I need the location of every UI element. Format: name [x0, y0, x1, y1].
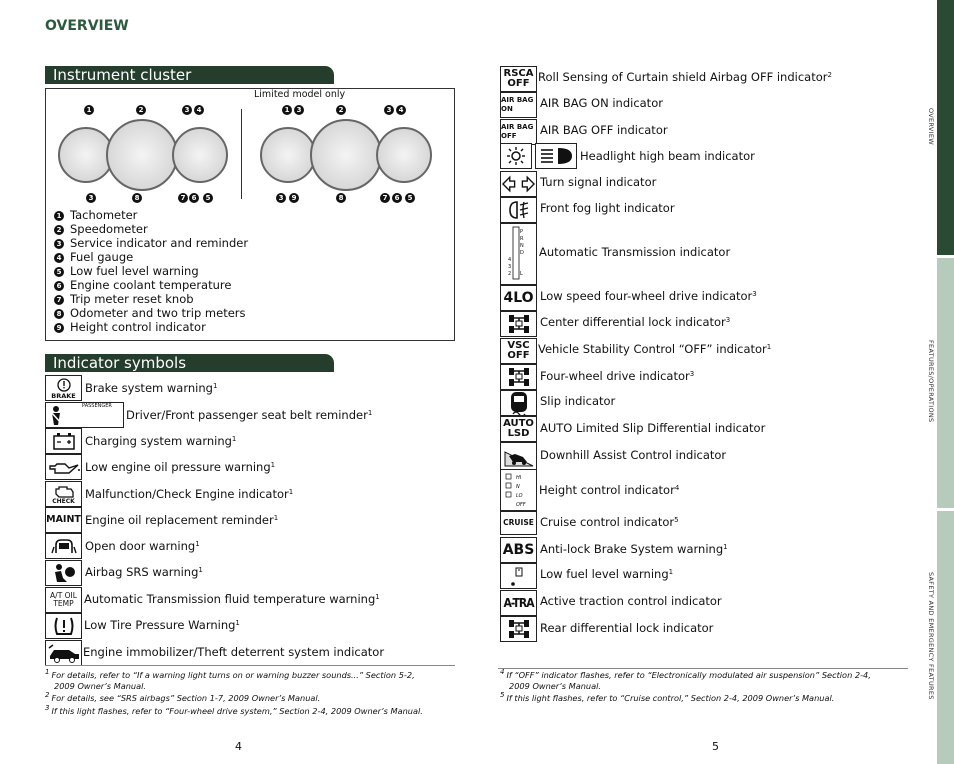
indicator-label-text: Headlight high beam indicator — [580, 149, 755, 163]
indicator-label-text: AIR BAG ON indicator — [540, 96, 663, 110]
legend-item — [54, 292, 194, 306]
indicator-label-text: Anti-lock Brake System warning — [540, 542, 724, 556]
indicator-label-text: Rear differential lock indicator — [540, 621, 714, 635]
high-beam-icon — [500, 143, 577, 169]
cluster-illustration-standard — [56, 119, 231, 189]
page-number-right: 5 — [712, 740, 719, 753]
indicator-label-text: Airbag SRS warning — [85, 565, 199, 579]
svg-text:L: L — [519, 271, 523, 277]
footnote-number: 2 — [45, 691, 50, 699]
indicator-label — [539, 483, 679, 497]
icon-text: BRAKE — [51, 391, 76, 400]
indicator-label — [83, 645, 384, 659]
indicator-label — [540, 289, 757, 303]
legend-number: 1 — [54, 211, 64, 221]
indicator-label — [580, 149, 755, 163]
svg-text:OFF: OFF — [515, 502, 526, 508]
legend-label: Tachometer — [70, 208, 138, 222]
center-diff-lock-icon — [500, 311, 537, 337]
footnote-ref: 1 — [212, 382, 218, 390]
indicator-label-text: Low engine oil pressure warning — [85, 460, 271, 474]
four-wheel-drive-icon — [500, 364, 537, 390]
indicator-label-text: Open door warning — [85, 539, 196, 553]
vsc-off-icon — [500, 338, 537, 364]
callout-marker: 7 — [380, 193, 390, 203]
section-header: OVERVIEW — [45, 18, 129, 34]
indicator-label-text: Center differential lock indicator — [540, 315, 726, 329]
indicator-label — [85, 565, 203, 579]
svg-text:2: 2 — [507, 271, 511, 277]
footnote-ref: 1 — [273, 514, 279, 522]
callout-marker: 4 — [396, 105, 406, 115]
indicator-label — [540, 394, 615, 408]
indicator-label-text: Low speed four-wheel drive indicator — [540, 289, 753, 303]
indicator-label — [85, 539, 200, 553]
seatbelt-icon — [45, 402, 124, 428]
footnote-ref: 1 — [195, 540, 200, 548]
svg-text:N: N — [519, 243, 524, 249]
legend-number: 2 — [54, 225, 64, 235]
footnote-ref: 2 — [827, 71, 832, 79]
footnote-ref: 1 — [231, 435, 237, 443]
footnote-ref: 1 — [198, 566, 203, 574]
footnote-ref: 1 — [235, 619, 240, 627]
callout-marker: 2 — [336, 105, 346, 115]
icon-text: MAINT — [46, 514, 81, 526]
footnote-ref: 1 — [375, 593, 380, 601]
callout-marker: 3 — [276, 193, 286, 203]
indicator-label — [85, 434, 236, 448]
cruise-icon — [500, 511, 537, 535]
indicator-label — [540, 315, 730, 329]
indicator-label-text: Cruise control indicator — [540, 515, 675, 529]
svg-text:LO: LO — [515, 493, 523, 499]
svg-text:R: R — [519, 236, 523, 242]
instrument-cluster-title: Instrument cluster — [45, 66, 334, 84]
callout-marker: 7 — [178, 193, 188, 203]
legend-label: Engine coolant temperature — [70, 278, 232, 292]
legend-label: Service indicator and reminder — [70, 236, 249, 250]
indicator-label-text: Downhill Assist Control indicator — [540, 448, 727, 462]
footnote-ref: 3 — [752, 290, 757, 298]
indicator-label — [540, 421, 765, 435]
footnote-text: If this light flashes, refer to “Cruise control,” Section 2-4, 2009 Owner’s Manual. — [506, 693, 835, 703]
icon-text: RSCA OFF — [503, 68, 534, 89]
legend-label: Speedometer — [70, 222, 148, 236]
turn-signal-icon — [500, 171, 537, 197]
icon-text: CRUISE — [503, 518, 534, 528]
check-engine-icon — [45, 481, 82, 507]
callout-marker: 6 — [392, 193, 402, 203]
icon-text: AIR BAG OFF — [501, 123, 534, 140]
airbag-off-icon — [500, 119, 537, 145]
indicator-label — [84, 618, 240, 632]
legend-label: Fuel gauge — [70, 250, 134, 264]
indicator-label — [538, 342, 771, 356]
immobilizer-car-icon — [45, 640, 82, 666]
legend-number: 3 — [54, 239, 64, 249]
sidebar-tab-safety[interactable] — [937, 511, 954, 764]
callout-marker: 8 — [336, 193, 346, 203]
footnote-number: 1 — [45, 668, 50, 676]
legend-item — [54, 250, 133, 264]
footnote-text: If “OFF” indicator flashes, refer to “Electronically modulated air suspension” Section 2-4, — [506, 670, 871, 680]
sidebar-label-overview: OVERVIEW — [927, 108, 935, 146]
indicator-label-text: Active traction control indicator — [540, 594, 722, 608]
footnote-number: 5 — [500, 691, 505, 699]
icon-text: VSC OFF — [507, 340, 530, 361]
callout-marker: 5 — [203, 193, 213, 203]
brake-warning-icon — [45, 375, 82, 401]
battery-icon — [45, 428, 82, 454]
indicator-label — [85, 460, 275, 474]
legend-number: 8 — [54, 309, 64, 319]
rear-diff-lock-icon — [500, 616, 537, 642]
slip-icon — [500, 390, 537, 416]
indicator-label — [540, 542, 728, 556]
footnote-rule-right — [498, 668, 908, 669]
indicator-label — [540, 96, 663, 110]
svg-text:D: D — [519, 250, 524, 256]
airbag-srs-icon — [45, 560, 82, 586]
height-control-icon — [500, 469, 537, 511]
legend-label: Odometer and two trip meters — [70, 306, 246, 320]
sidebar-label-features: FEATURES/OPERATIONS — [927, 340, 935, 423]
legend-item — [54, 264, 199, 278]
footnote-ref: 4 — [674, 484, 680, 492]
callout-marker: 3 — [384, 105, 394, 115]
footnote — [500, 670, 871, 692]
icon-text: A-TRA — [503, 596, 534, 610]
indicator-label-text: Vehicle Stability Control “OFF” indicator — [538, 342, 767, 356]
callout-marker: 4 — [194, 105, 204, 115]
icon-text: 4LO — [503, 290, 534, 306]
callout-marker: 5 — [405, 193, 415, 203]
indicator-label — [540, 567, 673, 581]
indicator-label — [540, 175, 656, 189]
indicator-label — [126, 408, 372, 422]
rsca-off-icon — [500, 66, 537, 92]
indicator-label-text: Automatic Transmission indicator — [539, 245, 731, 259]
legend-number: 7 — [54, 295, 64, 305]
indicator-symbols-title: Indicator symbols — [45, 354, 334, 372]
footnote-ref: 1 — [367, 409, 373, 417]
indicator-label-text: Front fog light indicator — [540, 201, 675, 215]
legend-label: Trip meter reset knob — [70, 292, 194, 306]
footnote-ref: 3 — [725, 316, 731, 324]
footnote-ref: 5 — [674, 516, 679, 524]
cluster-divider — [241, 109, 242, 199]
legend-item — [54, 222, 148, 236]
abs-icon — [500, 537, 537, 563]
beam-headlamp-icon — [535, 143, 577, 169]
sidebar-label-safety: SAFETY AND EMERGENCY FEATURES — [927, 572, 935, 700]
callout-marker: 8 — [132, 193, 142, 203]
icon-text: A/T OIL TEMP — [50, 591, 77, 608]
a-trac-icon — [500, 590, 537, 616]
indicator-label — [85, 487, 293, 501]
legend-item — [54, 320, 206, 334]
sidebar-tab-features[interactable] — [937, 258, 954, 508]
indicator-label-text: Brake system warning — [85, 381, 213, 395]
callout-marker: 1 — [282, 105, 292, 115]
legend-number: 5 — [54, 267, 64, 277]
indicator-label-text: Engine immobilizer/Theft deterrent system indicator — [83, 645, 385, 659]
footnote — [500, 693, 834, 704]
footnote-ref: 1 — [270, 461, 276, 469]
tire-pressure-icon — [45, 613, 82, 639]
oil-can-icon — [45, 454, 82, 480]
indicator-label-text: Driver/Front passenger seat belt reminder — [126, 408, 368, 422]
svg-text:4: 4 — [507, 257, 511, 263]
legend-number: 4 — [54, 253, 64, 263]
indicator-label — [85, 381, 217, 395]
indicator-label — [540, 621, 713, 635]
icon-text: AIR BAG ON — [501, 96, 534, 113]
indicator-label-text: Four-wheel drive indicator — [540, 369, 690, 383]
indicator-label-text: AIR BAG OFF indicator — [540, 123, 668, 137]
sidebar-tab-overview[interactable] — [937, 0, 954, 255]
indicator-label — [84, 592, 380, 606]
footnote — [45, 706, 423, 717]
low-fuel-icon — [500, 563, 537, 589]
callout-marker: 9 — [289, 193, 299, 203]
auto-lsd-icon — [500, 416, 537, 442]
footnote-rule-left — [45, 665, 455, 666]
open-door-icon — [45, 533, 82, 559]
footnote-ref: 1 — [766, 343, 772, 351]
indicator-label-text: Roll Sensing of Curtain shield Airbag OFF indicator — [538, 70, 828, 84]
footnote-text: For details, see “SRS airbags” Section 1-7, 2009 Owner’s Manual. — [51, 693, 321, 703]
indicator-label — [540, 369, 694, 383]
legend-number: 6 — [54, 281, 64, 291]
indicator-label — [540, 201, 675, 215]
icon-text: PASSENGER — [82, 403, 112, 409]
downhill-assist-icon — [500, 442, 537, 470]
legend-item — [54, 208, 137, 222]
footnote-text: If this light flashes, refer to “Four-wheel drive system,” Section 2-4, 2009 Owner’s Manual. — [51, 706, 423, 716]
fog-light-icon — [500, 197, 537, 223]
legend-item — [54, 236, 248, 250]
indicator-label-text: Engine oil replacement reminder — [85, 513, 274, 527]
svg-text:P: P — [519, 229, 523, 235]
indicator-label-text: Low Tire Pressure Warning — [84, 618, 236, 632]
footnote-ref: 1 — [723, 543, 728, 551]
indicator-label — [538, 70, 832, 84]
callout-marker: 3 — [294, 105, 304, 115]
legend-item — [54, 306, 246, 320]
indicator-label — [540, 123, 668, 137]
at-oil-temp-icon — [45, 587, 82, 613]
legend-item — [54, 278, 231, 292]
indicator-label-text: Charging system warning — [85, 434, 232, 448]
light-sun-icon — [500, 143, 532, 169]
callout-marker: 2 — [136, 105, 146, 115]
legend-number: 9 — [54, 323, 64, 333]
icon-text: CHECK — [52, 497, 75, 505]
indicator-label — [540, 594, 722, 608]
indicator-label — [539, 245, 730, 259]
footnote — [45, 693, 320, 704]
svg-text:3: 3 — [507, 264, 511, 270]
indicator-label — [540, 515, 679, 529]
legend-label: Low fuel level warning — [70, 264, 199, 278]
transmission-icon — [500, 223, 537, 285]
icon-text: ABS — [502, 542, 535, 558]
footnote-ref: 1 — [288, 488, 294, 496]
svg-text:HI: HI — [515, 475, 521, 481]
indicator-label-text: Height control indicator — [539, 483, 675, 497]
footnote-text: For details, refer to “If a warning light turns on or warning buzzer sounds...” Section 5-2, — [51, 670, 415, 680]
limited-model-label: Limited model only — [254, 89, 346, 100]
4lo-icon — [500, 285, 537, 311]
indicator-label-text: Automatic Transmission fluid temperature warning — [84, 592, 376, 606]
footnote-text-cont: 2009 Owner’s Manual. — [54, 681, 146, 691]
airbag-on-icon — [500, 92, 537, 118]
svg-text:N: N — [515, 484, 520, 490]
footnote-text-cont: 2009 Owner’s Manual. — [509, 681, 601, 691]
icon-text: AUTO LSD — [503, 418, 534, 439]
indicator-label-text: Slip indicator — [540, 394, 616, 408]
footnote-ref: 3 — [689, 370, 695, 378]
callout-marker: 1 — [84, 105, 94, 115]
indicator-label — [85, 513, 278, 527]
indicator-label-text: Low fuel level warning — [540, 567, 669, 581]
footnote-ref: 1 — [668, 568, 674, 576]
callout-marker: 6 — [189, 193, 199, 203]
legend-label: Height control indicator — [70, 320, 206, 334]
indicator-label — [540, 448, 726, 462]
indicator-label-text: Malfunction/Check Engine indicator — [85, 487, 289, 501]
page-number-left: 4 — [235, 740, 242, 753]
callout-marker: 3 — [182, 105, 192, 115]
footnote-number: 4 — [500, 668, 505, 676]
indicator-label-text: AUTO Limited Slip Differential indicator — [540, 421, 766, 435]
footnote — [45, 670, 415, 692]
indicator-label-text: Turn signal indicator — [540, 175, 657, 189]
footnote-number: 3 — [45, 704, 50, 712]
maint-icon — [45, 507, 82, 533]
callout-marker: 3 — [86, 193, 96, 203]
cluster-illustration-limited — [258, 119, 433, 189]
